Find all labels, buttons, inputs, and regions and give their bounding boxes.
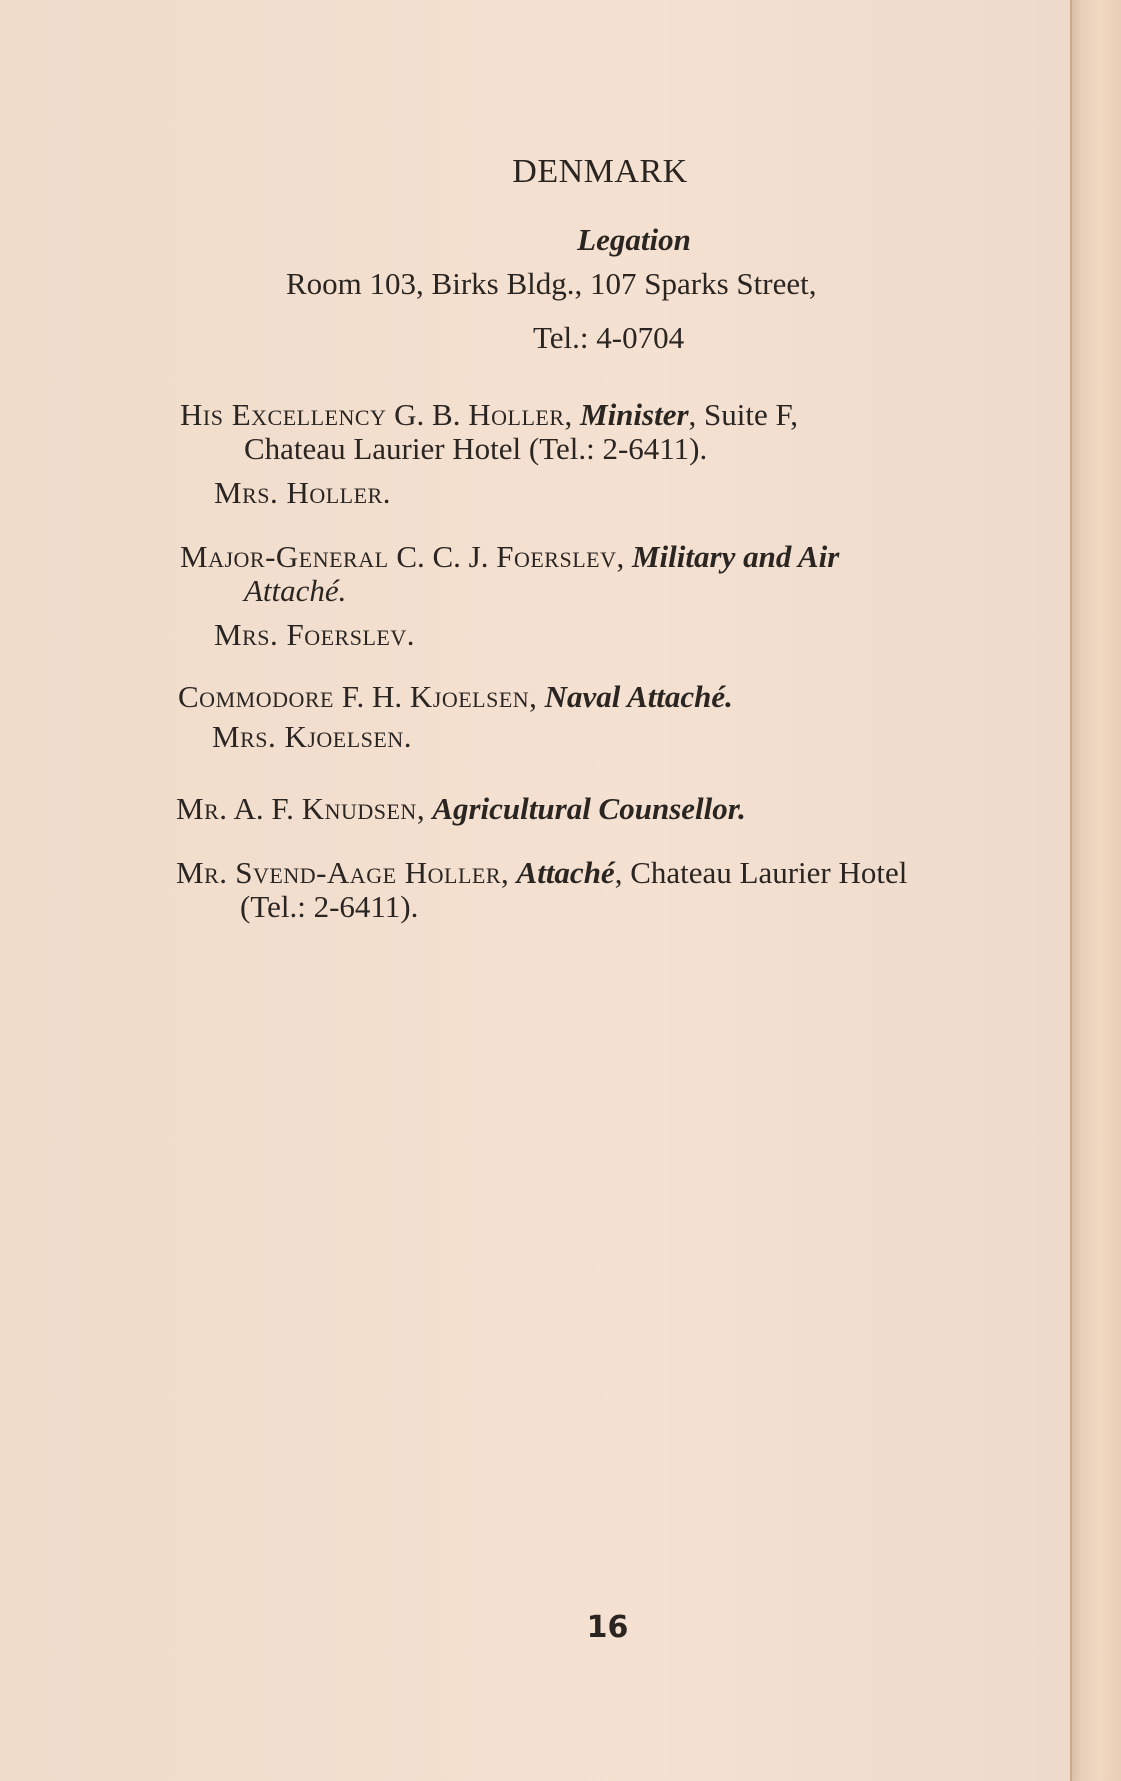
surname: Knudsen	[301, 791, 417, 826]
role: Minister	[580, 397, 689, 432]
entry-line: (Tel.: 2-6411).	[240, 889, 419, 924]
entry-attache	[176, 856, 907, 924]
rank: Commodore	[178, 679, 334, 714]
role: Agricultural Counsellor.	[432, 791, 746, 826]
initials: G. B.	[386, 397, 469, 432]
spouse-line	[214, 476, 798, 510]
entry-minister	[180, 398, 798, 510]
rank: Mr.	[176, 855, 228, 890]
entry-agricultural-counsellor	[176, 792, 746, 826]
spouse-name: Mrs. Holler.	[214, 475, 391, 510]
role: Attaché	[516, 855, 615, 890]
page-number: 16	[586, 1610, 629, 1645]
spouse-name: Mrs. Foerslev.	[214, 617, 415, 652]
surname: Holler	[468, 397, 565, 432]
residence: , Chateau Laurier Hotel	[614, 855, 908, 890]
separator: ,	[501, 855, 517, 890]
residence: , Suite F,	[688, 397, 799, 432]
initials: C. C. J.	[388, 539, 497, 574]
rank: His Excellency	[180, 397, 387, 432]
separator: ,	[564, 397, 580, 432]
separator: ,	[529, 679, 545, 714]
separator: ,	[616, 539, 632, 574]
spouse-line	[214, 618, 839, 652]
page-title: DENMARK	[512, 153, 688, 190]
role: Military and Air	[631, 539, 840, 574]
entry-line	[176, 856, 907, 890]
entry-line: Chateau Laurier Hotel (Tel.: 2-6411).	[244, 431, 708, 466]
rank: Mr.	[176, 791, 228, 826]
initials: F. H.	[333, 679, 410, 714]
entry-military-attache	[180, 540, 839, 652]
rank: Major-General	[180, 539, 389, 574]
separator: ,	[416, 791, 433, 826]
address-line: Room 103, Birks Bldg., 107 Sparks Street,	[286, 266, 817, 301]
entry-line	[178, 680, 733, 714]
entry-line: Attaché.	[244, 573, 347, 608]
surname: Foerslev	[496, 539, 617, 574]
entry-naval-attache	[178, 680, 733, 754]
entry-line	[180, 540, 839, 574]
surname: Svend-Aage Holler	[235, 855, 502, 890]
spouse-line	[212, 720, 733, 754]
entry-line	[180, 398, 798, 432]
initials: A. F.	[227, 791, 302, 826]
telephone-line: Tel.: 4-0704	[533, 320, 685, 355]
section-subtitle: Legation	[577, 222, 691, 257]
spouse-name: Mrs. Kjoelsen.	[212, 719, 412, 754]
book-page-edge	[1070, 0, 1121, 1781]
surname: Kjoelsen	[409, 679, 530, 714]
entry-line	[176, 792, 746, 826]
role: Naval Attaché.	[544, 679, 733, 714]
